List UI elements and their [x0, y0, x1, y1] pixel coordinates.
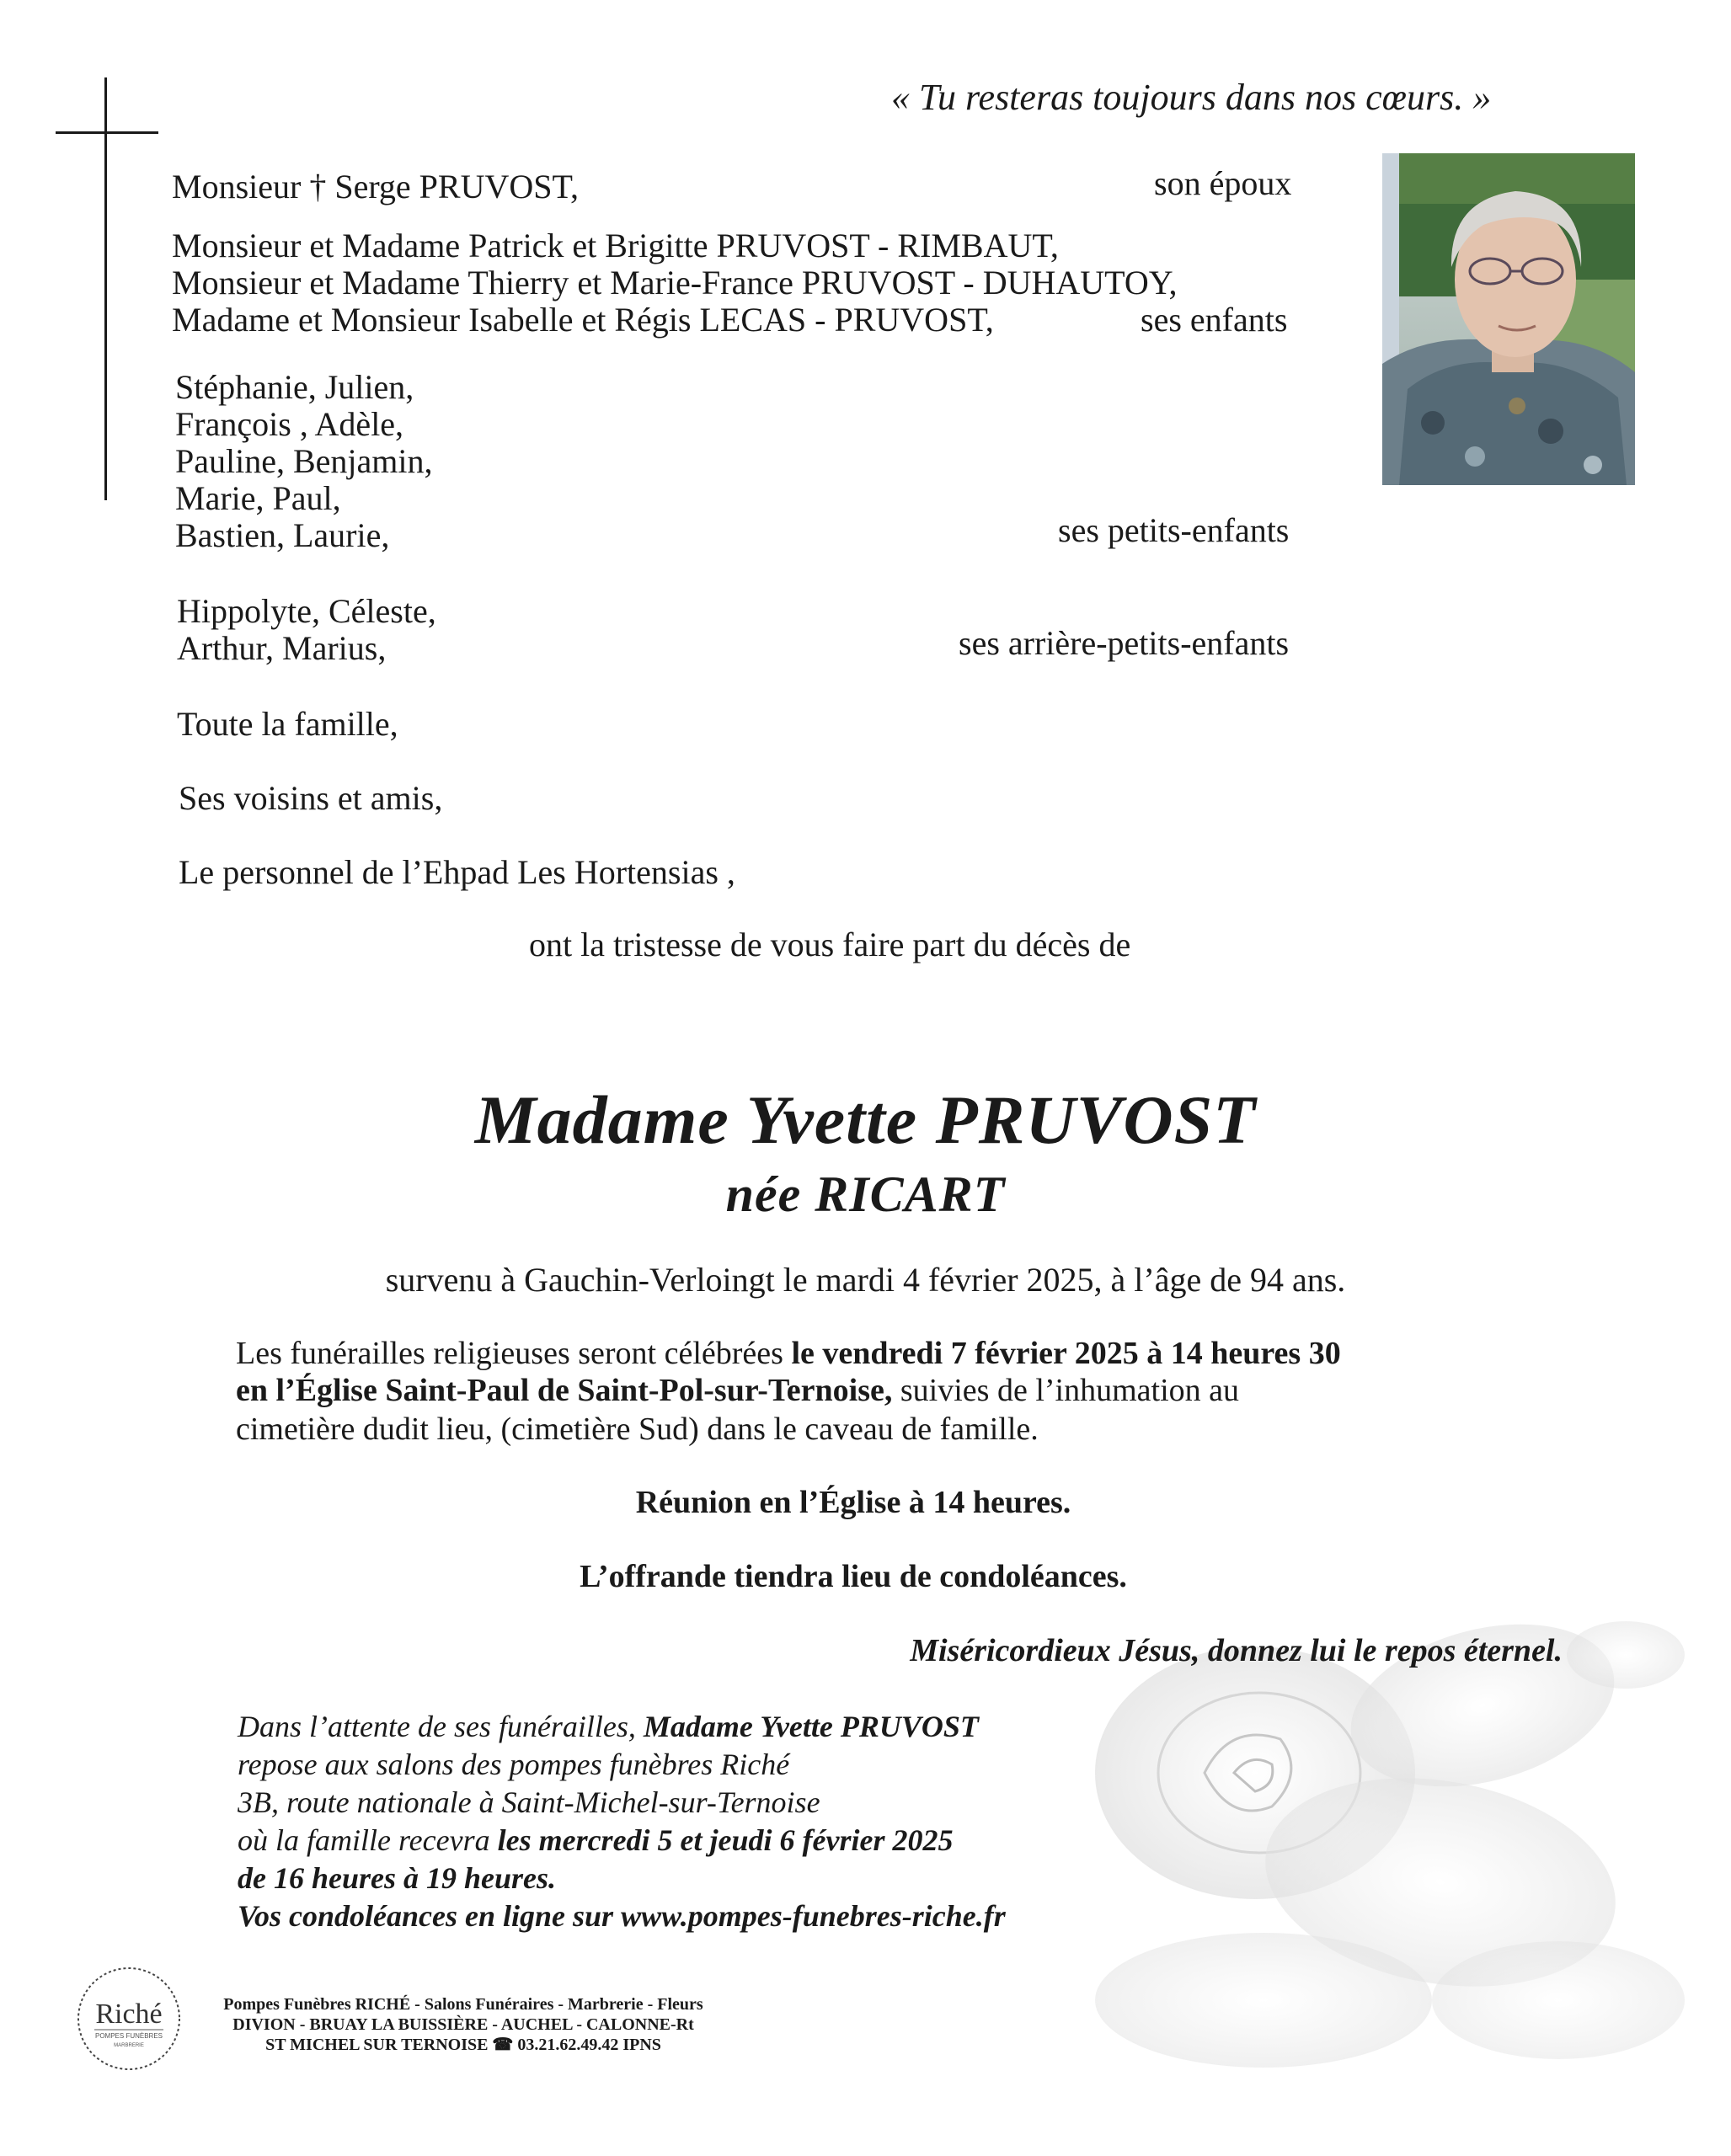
- announcement: ont la tristesse de vous faire part du décès de: [529, 926, 1131, 963]
- rest-line-4-regular: où la famille recevra: [238, 1823, 498, 1857]
- footer-line-3: ST MICHEL SUR TERNOISE ☎ 03.21.62.49.42 IPNS: [265, 2036, 661, 2054]
- rose-watermark: [1087, 1604, 1693, 2076]
- grandchild-2: François , Adèle,: [175, 405, 404, 443]
- offering-info: L’offrande tiendra lieu de condoléances.: [580, 1559, 1127, 1594]
- funeral-line-2-regular: suivies de l’inhumation au: [892, 1373, 1239, 1408]
- spouse-name: Monsieur † Serge PRUVOST,: [172, 168, 579, 205]
- funeral-line-3: cimetière dudit lieu, (cimetière Sud) dans le caveau de famille.: [236, 1412, 1039, 1447]
- footer-line-1: Pompes Funèbres RICHÉ - Salons Funéraires - Marbrerie - Fleurs: [223, 1995, 703, 2014]
- prayer: Miséricordieux Jésus, donnez lui le repos éternel.: [910, 1633, 1563, 1668]
- grandchild-3: Pauline, Benjamin,: [175, 442, 433, 480]
- rest-line-4-bold: les mercredi 5 et jeudi 6 février 2025: [497, 1823, 954, 1857]
- children-relation: ses enfants: [1141, 301, 1288, 339]
- neighbors-line: Ses voisins et amis,: [179, 779, 443, 817]
- grandchild-4: Marie, Paul,: [175, 479, 341, 517]
- rest-line-1: [238, 1708, 979, 1746]
- great-grandchildren-relation: ses arrière-petits-enfants: [959, 624, 1290, 662]
- child-1: Monsieur et Madame Patrick et Brigitte PRUVOST - RIMBAUT,: [172, 227, 1059, 264]
- funeral-line-1-regular: Les funérailles religieuses seront célébrées: [236, 1336, 792, 1371]
- funeral-line-2-bold: en l’Église Saint-Paul de Saint-Pol-sur-Ternoise,: [236, 1373, 893, 1408]
- child-2: Monsieur et Madame Thierry et Marie-France PRUVOST - DUHAUTOY,: [172, 264, 1178, 302]
- footer-line-2: DIVION - BRUAY LA BUISSIÈRE - AUCHEL - CALONNE-Rt: [232, 2015, 694, 2034]
- meeting-info: Réunion en l’Église à 14 heures.: [635, 1485, 1071, 1520]
- child-3: Madame et Monsieur Isabelle et Régis LECAS - PRUVOST,: [172, 301, 994, 339]
- staff-line: Le personnel de l’Ehpad Les Hortensias ,: [179, 853, 735, 891]
- riche-logo: [74, 1964, 184, 2073]
- funeral-line-1-bold: le vendredi 7 février 2025 à 14 heures 30: [791, 1336, 1341, 1371]
- rest-line-4: [238, 1822, 953, 1860]
- deceased-name: Madame Yvette PRUVOST: [474, 1081, 1257, 1158]
- rest-line-1-bold: Madame Yvette PRUVOST: [643, 1710, 979, 1743]
- portrait-photo: [1382, 153, 1635, 485]
- logo-name: Riché: [95, 1999, 163, 2030]
- family-line: Toute la famille,: [177, 705, 398, 743]
- logo-sub2: MARBRERIE: [114, 2043, 144, 2048]
- rest-line-3: 3B, route nationale à Saint-Michel-sur-Ternoise: [238, 1785, 820, 1819]
- great-grandchild-2: Arthur, Marius,: [177, 629, 387, 667]
- funeral-line-2: [236, 1371, 1239, 1410]
- death-info: survenu à Gauchin-Verloingt le mardi 4 février 2025, à l’âge de 94 ans.: [385, 1261, 1346, 1299]
- funeral-line-1: [236, 1334, 1341, 1373]
- cross-vertical-bar: [104, 77, 107, 500]
- rest-line-1-regular: Dans l’attente de ses funérailles,: [238, 1710, 644, 1743]
- grandchild-1: Stéphanie, Julien,: [175, 368, 414, 406]
- deceased-maiden-name: née RICART: [725, 1166, 1006, 1222]
- rest-line-5: de 16 heures à 19 heures.: [238, 1861, 557, 1895]
- cross-horizontal-bar: [56, 131, 158, 134]
- grandchildren-relation: ses petits-enfants: [1058, 511, 1290, 549]
- grandchild-5: Bastien, Laurie,: [175, 516, 390, 554]
- rest-line-2: repose aux salons des pompes funèbres Riché: [238, 1748, 790, 1781]
- quote: « Tu resteras toujours dans nos cœurs. »: [891, 77, 1492, 118]
- spouse-relation: son époux: [1154, 164, 1292, 202]
- logo-sub1: POMPES FUNÈBRES: [94, 2032, 163, 2040]
- rest-line-6: Vos condoléances en ligne sur www.pompes-funebres-riche.fr: [238, 1899, 1006, 1933]
- great-grandchild-1: Hippolyte, Céleste,: [177, 592, 436, 630]
